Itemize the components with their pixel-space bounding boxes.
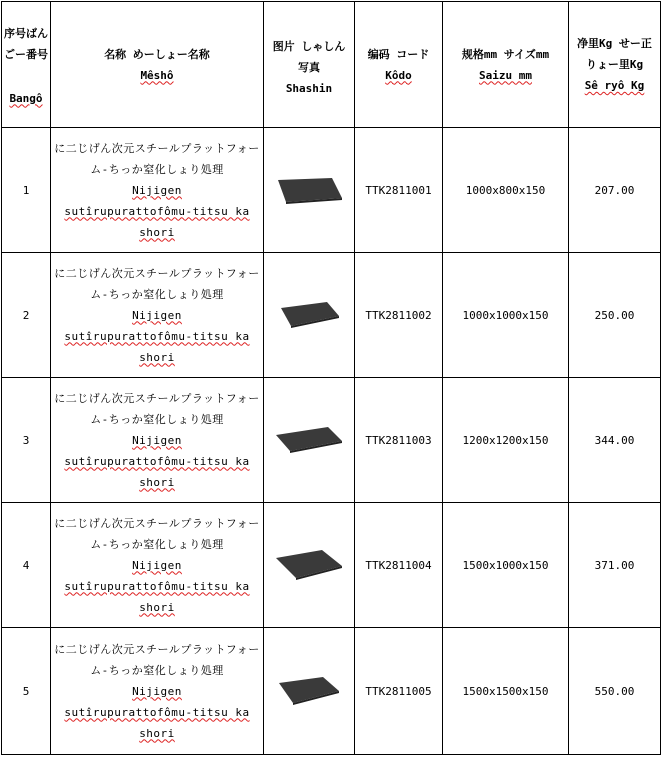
row-name-romaji: Nijigen — [132, 308, 182, 322]
row-weight: 207.00 — [569, 128, 661, 253]
header-name-romaji: Mêshô — [140, 68, 174, 82]
row-number: 5 — [2, 628, 51, 755]
header-weight-romaji: Sê ryô Kg — [584, 79, 645, 92]
row-name-romaji: shori — [139, 225, 175, 239]
row-name-romaji: shori — [139, 475, 175, 489]
spec-table — [1, 1, 661, 755]
table-row — [2, 253, 661, 378]
row-name-romaji: sutîrupurattofômu-titsu ka — [64, 329, 250, 343]
table-row — [2, 128, 661, 253]
row-photo — [264, 253, 355, 378]
row-photo — [264, 378, 355, 503]
header-size-romaji: Saizu mm — [479, 68, 532, 82]
row-weight: 250.00 — [569, 253, 661, 378]
row-weight: 550.00 — [569, 628, 661, 755]
header-weight-label: 净里Kg せー正りょー里Kg — [577, 37, 652, 71]
row-name-jp: に二じげん次元スチールプラットフォーム-ちっか窒化しょり処理 — [54, 266, 260, 301]
row-name — [51, 503, 264, 628]
row-code: TTK2811004 — [355, 503, 443, 628]
row-name — [51, 378, 264, 503]
header-code-label: 编码 コード — [367, 47, 430, 61]
row-name-romaji: shori — [139, 350, 175, 364]
row-name — [51, 253, 264, 378]
table-row — [2, 503, 661, 628]
header-number — [2, 2, 51, 128]
row-number: 1 — [2, 128, 51, 253]
row-size: 1000x1000x150 — [443, 253, 569, 378]
row-size: 1000x800x150 — [443, 128, 569, 253]
header-name — [51, 2, 264, 128]
row-name-jp: に二じげん次元スチールプラットフォーム-ちっか窒化しょり処理 — [54, 141, 260, 176]
row-code: TTK2811002 — [355, 253, 443, 378]
header-weight — [569, 2, 661, 128]
table-row — [2, 628, 661, 755]
steel-plate-image — [277, 300, 341, 330]
row-code: TTK2811005 — [355, 628, 443, 755]
row-code: TTK2811001 — [355, 128, 443, 253]
row-name-romaji: shori — [139, 726, 175, 740]
row-name — [51, 128, 264, 253]
row-name-jp: に二じげん次元スチールプラットフォーム-ちっか窒化しょり処理 — [54, 642, 260, 677]
row-name-jp: に二じげん次元スチールプラットフォーム-ちっか窒化しょり処理 — [54, 391, 260, 426]
header-row — [2, 2, 661, 128]
row-name-romaji: Nijigen — [132, 684, 182, 698]
row-weight: 371.00 — [569, 503, 661, 628]
header-photo-romaji: Shashin — [285, 82, 333, 95]
row-name-romaji: Nijigen — [132, 433, 182, 447]
header-size-label: 规格mm サイズmm — [461, 47, 550, 61]
row-size: 1500x1000x150 — [443, 503, 569, 628]
row-photo — [264, 128, 355, 253]
row-name-romaji: Nijigen — [132, 183, 182, 197]
steel-plate-image — [274, 425, 344, 455]
header-photo-label: 图片 しゃしん写真 — [272, 40, 346, 74]
row-number: 2 — [2, 253, 51, 378]
steel-plate-image — [274, 176, 344, 204]
row-name-romaji: sutîrupurattofômu-titsu ka — [64, 579, 250, 593]
row-name-romaji: sutîrupurattofômu-titsu ka — [64, 705, 250, 719]
row-name-romaji: shori — [139, 600, 175, 614]
row-size: 1500x1500x150 — [443, 628, 569, 755]
row-name-romaji: sutîrupurattofômu-titsu ka — [64, 204, 250, 218]
row-name-romaji: sutîrupurattofômu-titsu ka — [64, 454, 250, 468]
table-row — [2, 378, 661, 503]
header-code-romaji: Kôdo — [385, 68, 412, 82]
header-photo — [264, 2, 355, 128]
row-photo — [264, 503, 355, 628]
row-size: 1200x1200x150 — [443, 378, 569, 503]
steel-plate-image — [277, 675, 341, 707]
header-code — [355, 2, 443, 128]
row-number: 3 — [2, 378, 51, 503]
header-name-label: 名称 めーしょー名称 — [104, 47, 210, 61]
steel-plate-image — [274, 548, 344, 582]
row-name-jp: に二じげん次元スチールプラットフォーム-ちっか窒化しょり処理 — [54, 516, 260, 551]
row-number: 4 — [2, 503, 51, 628]
row-weight: 344.00 — [569, 378, 661, 503]
header-number-romaji: Bangô — [9, 91, 43, 105]
row-name — [51, 628, 264, 755]
header-number-label: 序号ばんごー番号 — [4, 26, 48, 61]
row-photo — [264, 628, 355, 755]
header-size — [443, 2, 569, 128]
row-name-romaji: Nijigen — [132, 558, 182, 572]
row-code: TTK2811003 — [355, 378, 443, 503]
